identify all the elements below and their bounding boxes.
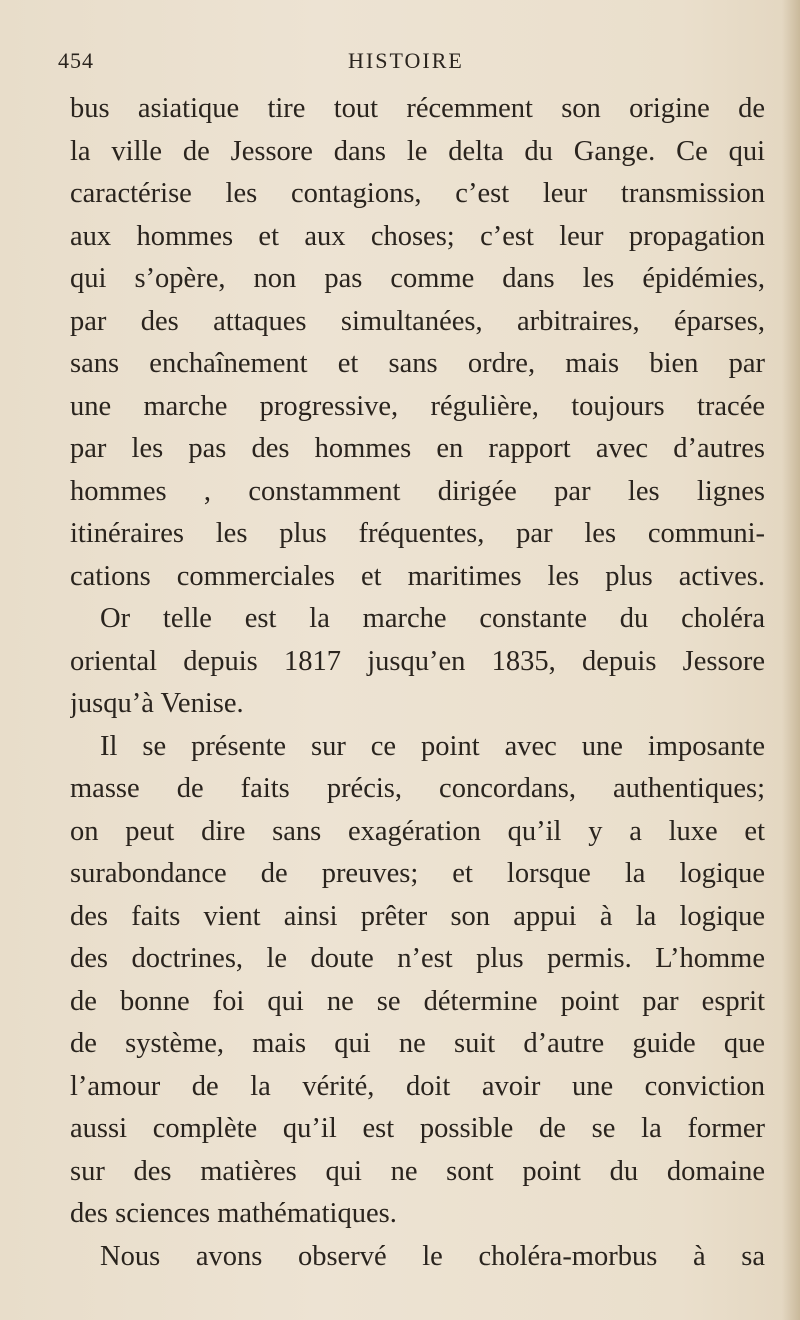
text-line: sans enchaînement et sans ordre, mais bien par (70, 348, 765, 379)
text-line: une marche progressive, régulière, toujours tracée (70, 390, 765, 422)
text-line: aussi complète qu’il est possible de se la former (70, 1113, 765, 1144)
text-line: des doctrines, le doute n’est plus permis. L’homme (70, 943, 765, 974)
text-line: oriental depuis 1817 jusqu’en 1835, depuis Jessore (70, 645, 765, 677)
text-line: surabondance de preuves; et lorsque la logique (70, 858, 765, 889)
running-head (58, 48, 758, 78)
text-line: l’amour de la vérité, doit avoir une conviction (70, 1070, 765, 1102)
text-line: aux hommes et aux choses; c’est leur propagation (70, 220, 765, 252)
paragraph-end-line: jusqu’à Venise. (70, 688, 244, 719)
text-line: des faits vient ainsi prêter son appui à la logique (70, 900, 765, 932)
text-line: par les pas des hommes en rapport avec d’autres (70, 433, 765, 464)
running-title: HISTOIRE (348, 48, 464, 73)
text-line: on peut dire sans exagération qu’il y a luxe et (70, 815, 765, 847)
page-edge-shadow (782, 0, 800, 1320)
text-line: itinéraires les plus fréquentes, par les communi- (70, 518, 765, 549)
text-line: masse de faits précis, concordans, authentiques; (70, 773, 765, 804)
text-line: bus asiatique tire tout récemment son origine de (70, 93, 765, 124)
paragraph-start-line: Or telle est la marche constante du choléra (100, 603, 765, 634)
paragraph-start-line: Il se présente sur ce point avec une imposante (100, 730, 765, 762)
body-text (70, 88, 765, 1278)
text-line: qui s’opère, non pas comme dans les épidémies, (70, 263, 765, 294)
paragraph-start-line: Nous avons observé le choléra-morbus à sa (100, 1240, 765, 1272)
text-line: par des attaques simultanées, arbitraires, éparses, (70, 305, 765, 337)
text-line: de bonne foi qui ne se détermine point par esprit (70, 985, 765, 1017)
paragraph-end-line: des sciences mathématiques. (70, 1198, 397, 1229)
text-line: caractérise les contagions, c’est leur transmission (70, 178, 765, 209)
text-line: de système, mais qui ne suit d’autre guide que (70, 1028, 765, 1059)
text-line: sur des matières qui ne sont point du domaine (70, 1155, 765, 1187)
page-number: 454 (58, 48, 94, 73)
text-line: hommes , constamment dirigée par les lignes (70, 475, 765, 507)
text-line: cations commerciales et maritimes les plus actives. (70, 560, 765, 592)
text-line: la ville de Jessore dans le delta du Gange. Ce qui (70, 135, 765, 167)
